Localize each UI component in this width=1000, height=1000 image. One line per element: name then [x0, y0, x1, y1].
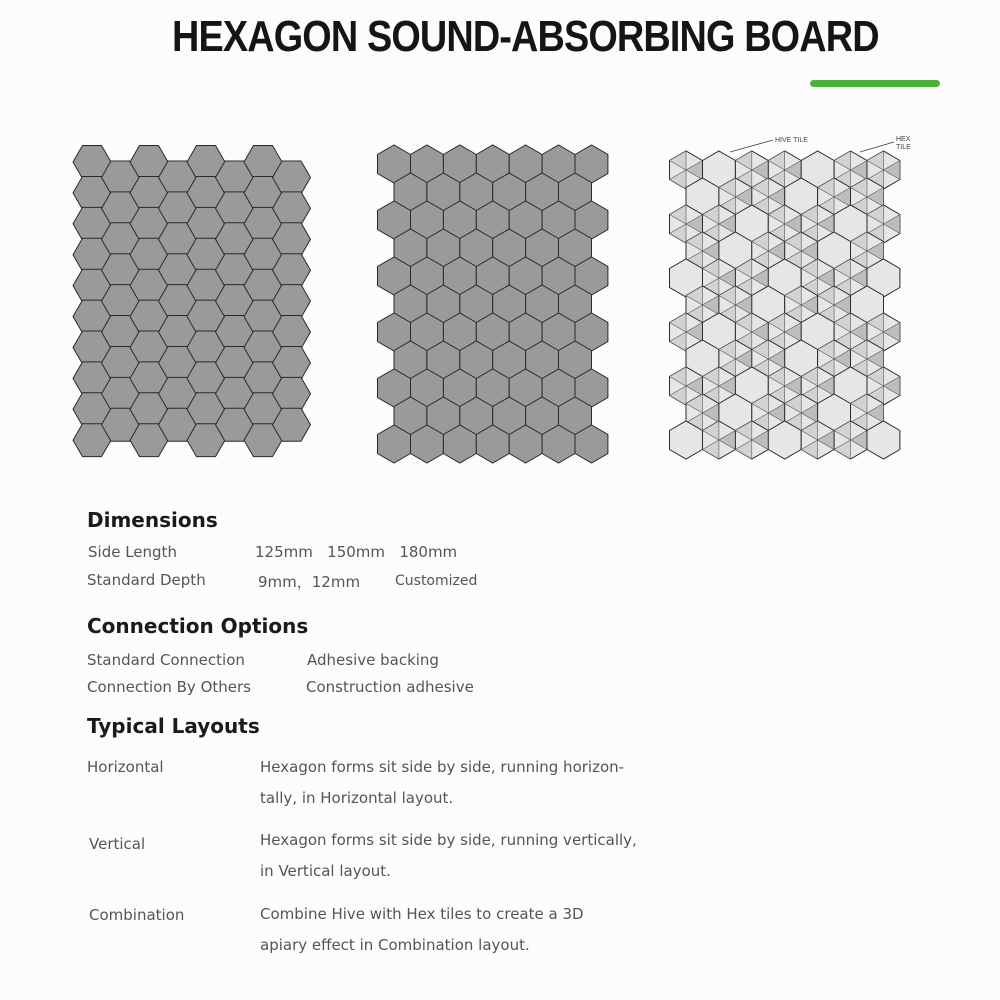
- hex-tile-leader-line: [860, 142, 894, 152]
- hex-tile-label-line1: HEX: [896, 136, 911, 143]
- standard-depth-label: Standard Depth: [87, 571, 206, 589]
- vertical-layout-illustration: [370, 140, 610, 470]
- vertical-hex-pattern: [370, 140, 610, 470]
- layout-desc-vertical: [260, 825, 690, 887]
- horizontal-layout-illustration: [70, 140, 310, 470]
- depth-customized-note: Customized: [395, 573, 478, 589]
- layout-desc-vertical-line1: Hexagon forms sit side by side, running vertically,: [260, 831, 637, 849]
- standard-connection-label: Standard Connection: [87, 651, 245, 669]
- hex-tile-label-line2: TILE: [896, 144, 911, 151]
- hive-tile-leader-line: [730, 140, 773, 152]
- layout-desc-horizontal-line1: Hexagon forms sit side by side, running horizon-: [260, 758, 625, 776]
- side-length-label: Side Length: [88, 543, 177, 561]
- layout-desc-horizontal: [260, 752, 690, 814]
- standard-depth-values: 9mm，12mm: [258, 573, 361, 591]
- layout-desc-horizontal-line2: tally, in Horizontal layout.: [260, 789, 454, 807]
- connection-options-heading: Connection Options: [87, 614, 309, 638]
- horizontal-hex-pattern: [70, 140, 310, 470]
- dimensions-heading: Dimensions: [87, 508, 218, 532]
- connection-by-others-value: Construction adhesive: [306, 678, 474, 696]
- accent-bar: [810, 80, 940, 87]
- standard-connection-value: Adhesive backing: [307, 651, 439, 669]
- layout-desc-vertical-line2: in Vertical layout.: [260, 862, 391, 880]
- layout-name-horizontal: Horizontal: [87, 758, 164, 776]
- layout-desc-combination: [260, 899, 690, 961]
- layout-name-vertical: Vertical: [89, 835, 146, 853]
- layout-name-combination: Combination: [89, 906, 185, 924]
- combination-layout-illustration: [660, 136, 920, 470]
- page-title: HEXAGON SOUND-ABSORBING BOARD: [172, 12, 879, 61]
- typical-layouts-heading: Typical Layouts: [87, 714, 260, 738]
- layout-desc-combination-line1: Combine Hive with Hex tiles to create a 3D: [260, 905, 584, 923]
- side-length-values: 125mm 150mm 180mm: [255, 543, 458, 561]
- layout-desc-combination-line2: apiary effect in Combination layout.: [260, 936, 530, 954]
- combination-hex-pattern: [660, 136, 920, 470]
- connection-by-others-label: Connection By Others: [87, 678, 251, 696]
- hive-tile-label: HIVE TILE: [775, 137, 808, 144]
